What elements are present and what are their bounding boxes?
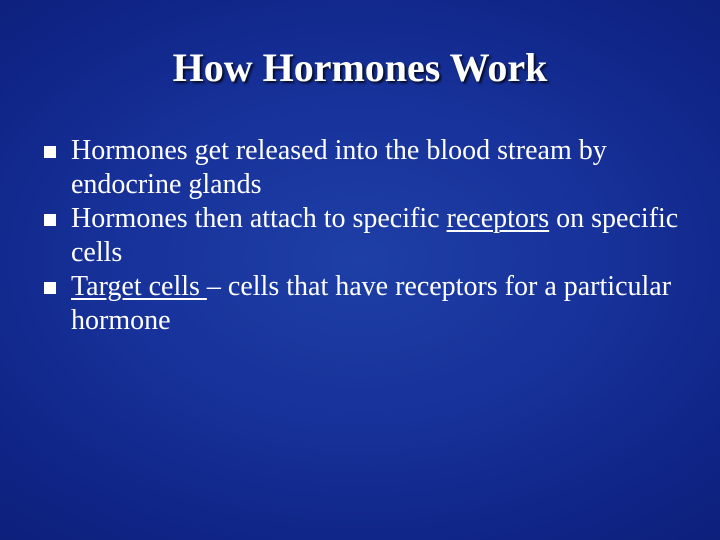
bullet-text-3-end: – cells that have receptors for a particular hormone xyxy=(71,271,672,336)
bullet-list xyxy=(44,134,684,338)
bullet-text-1: Hormones get released into the blood stream by endocrine glands xyxy=(71,135,607,200)
square-bullet-icon xyxy=(44,214,56,226)
target-cells-term: Target cells xyxy=(71,271,207,302)
slide-title: How Hormones Work xyxy=(172,45,548,90)
bullet-item-2 xyxy=(44,202,684,270)
bullet-text-2-end: on specific cells xyxy=(71,203,679,268)
receptors-term: receptors xyxy=(446,203,550,234)
square-bullet-icon xyxy=(44,282,56,294)
square-bullet-icon xyxy=(44,146,56,158)
bullet-text-2-start: Hormones then attach to specific xyxy=(71,203,447,234)
bullet-item-3 xyxy=(44,270,684,338)
bullet-item-1 xyxy=(44,134,684,202)
